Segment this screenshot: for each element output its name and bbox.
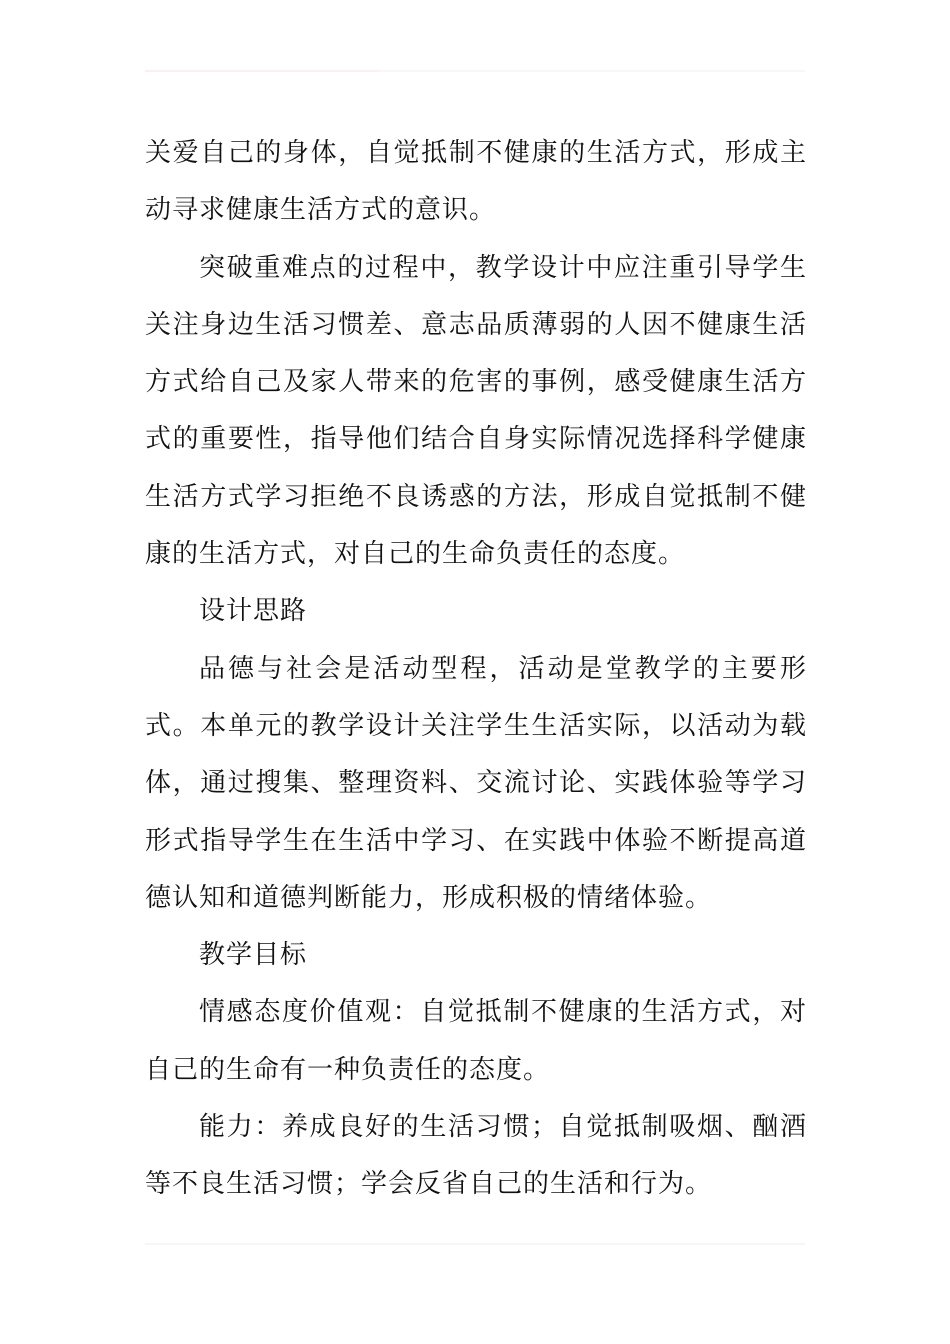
footer-rule [145, 1243, 805, 1245]
paragraph-design-ideas: 品德与社会是活动型程，活动是堂教学的主要形式。本单元的教学设计关注学生生活实际，以活动为载体，通过搜集、整理资料、交流讨论、实践体验等学习形式指导学生在生活中学习、在实践中体验不断提高道德认知和道德判断能力，形成积极的情绪体验。 [145, 653, 807, 913]
header-rule [145, 70, 805, 72]
paragraph-goal-attitude: 情感态度价值观：自觉抵制不健康的生活方式，对自己的生命有一种负责任的态度。 [145, 997, 807, 1085]
document-body [145, 125, 807, 1214]
paragraph-key-difficulties: 突破重难点的过程中，教学设计中应注重引导学生关注身边生活习惯差、意志品质薄弱的人因不健康生活方式给自己及家人带来的危害的事例，感受健康生活方式的重要性，指导他们结合自身实际情况选择科学健康生活方式学习拒绝不良诱惑的方法，形成自觉抵制不健康的生活方式，对自己的生命负责任的态度。 [145, 252, 807, 570]
paragraph-goal-ability: 能力：养成良好的生活习惯；自觉抵制吸烟、酗酒等不良生活习惯；学会反省自己的生活和行为。 [145, 1112, 807, 1200]
paragraph-continuation: 关爱自己的身体，自觉抵制不健康的生活方式，形成主动寻求健康生活方式的意识。 [145, 138, 807, 226]
section-heading-design-ideas: 设计思路 [199, 596, 308, 627]
section-heading-teaching-goals: 教学目标 [199, 940, 308, 971]
